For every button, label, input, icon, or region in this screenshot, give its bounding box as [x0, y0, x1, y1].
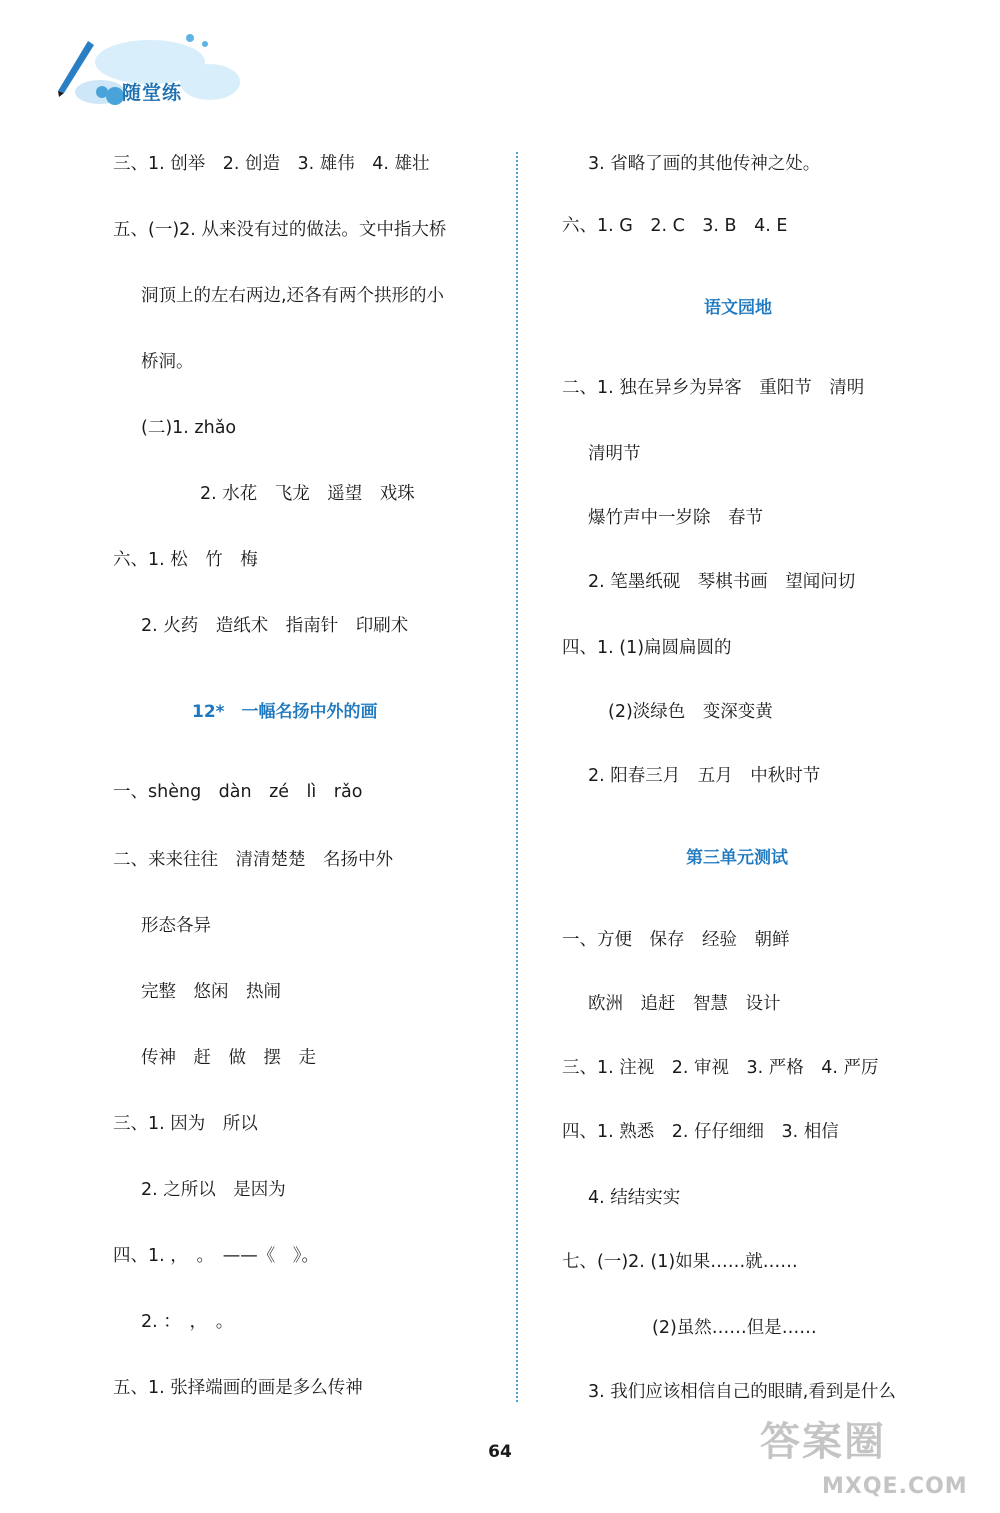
- answer-line: 3. 省略了画的其他传神之处。: [588, 154, 821, 174]
- answer-line: 4. 结结实实: [588, 1188, 681, 1208]
- watermark: [760, 1410, 990, 1510]
- answer-line: 欧洲 追赶 智慧 设计: [588, 994, 781, 1014]
- answer-line: 完整 悠闲 热闹: [141, 982, 281, 1002]
- answer-line: 2. 水花 飞龙 遥望 戏珠: [200, 484, 415, 504]
- answer-line: 三、1. 创举 2. 创造 3. 雄伟 4. 雄壮: [113, 154, 430, 174]
- header-logo: [40, 22, 260, 112]
- answer-line: 2. 之所以 是因为: [141, 1180, 286, 1200]
- answer-line: 一、方便 保存 经验 朝鲜: [562, 930, 790, 950]
- page-number: 64: [488, 1442, 512, 1462]
- answer-line: 六、1. G 2. C 3. B 4. E: [562, 216, 788, 236]
- answer-line: 三、1. 因为 所以: [113, 1114, 258, 1134]
- answer-line: 爆竹声中一岁除 春节: [588, 508, 763, 528]
- section-heading: 12* 一幅名扬中外的画: [192, 702, 378, 722]
- answer-line: 二、来来往往 清清楚楚 名扬中外: [113, 850, 393, 870]
- section-heading: 语文园地: [704, 298, 772, 318]
- answer-line: 桥洞。: [141, 352, 194, 372]
- logo-text: 随堂练: [122, 82, 183, 104]
- column-divider: [516, 152, 518, 1402]
- answer-line: 2. 阳春三月 五月 中秋时节: [588, 766, 821, 786]
- answer-line: 形态各异: [141, 916, 211, 936]
- answer-line: 五、(一)2. 从来没有过的做法。文中指大桥: [113, 220, 447, 240]
- answer-line: 六、1. 松 竹 梅: [113, 550, 258, 570]
- pencil-icon: [50, 37, 100, 97]
- answer-line: 3. 我们应该相信自己的眼睛,看到是什么: [588, 1382, 896, 1402]
- answer-line: 五、1. 张择端画的画是多么传神: [113, 1378, 363, 1398]
- answer-line: 2. ： ， 。: [141, 1312, 234, 1332]
- answer-line: 四、1. ， 。 ——《 》。: [113, 1246, 320, 1266]
- answer-line: 三、1. 注视 2. 审视 3. 严格 4. 严厉: [562, 1058, 879, 1078]
- answer-line: (2)淡绿色 变深变黄: [608, 702, 773, 722]
- answer-line: 2. 火药 造纸术 指南针 印刷术: [141, 616, 409, 636]
- watermark-bottom: MXQE.COM: [822, 1474, 968, 1499]
- answer-line: 洞顶上的左右两边,还各有两个拱形的小: [141, 286, 445, 306]
- answer-line: 传神 赶 做 摆 走: [141, 1048, 316, 1068]
- answer-line: 二、1. 独在异乡为异客 重阳节 清明: [562, 378, 865, 398]
- answer-line: 七、(一)2. (1)如果……就……: [562, 1252, 798, 1272]
- pinyin-answer-line: 一、shèng dàn zé lì rǎo: [113, 782, 363, 802]
- watermark-top: 答案圈: [760, 1419, 886, 1465]
- answer-line: 2. 笔墨纸砚 琴棋书画 望闻问切: [588, 572, 856, 592]
- section-heading: 第三单元测试: [686, 848, 788, 868]
- answer-line: (2)虽然……但是……: [652, 1318, 817, 1338]
- answer-line: (二)1. zhǎo: [141, 418, 237, 438]
- answer-line: 清明节: [588, 444, 641, 464]
- answer-line: 四、1. (1)扁圆扁圆的: [562, 638, 732, 658]
- answer-line: 四、1. 熟悉 2. 仔仔细细 3. 相信: [562, 1122, 839, 1142]
